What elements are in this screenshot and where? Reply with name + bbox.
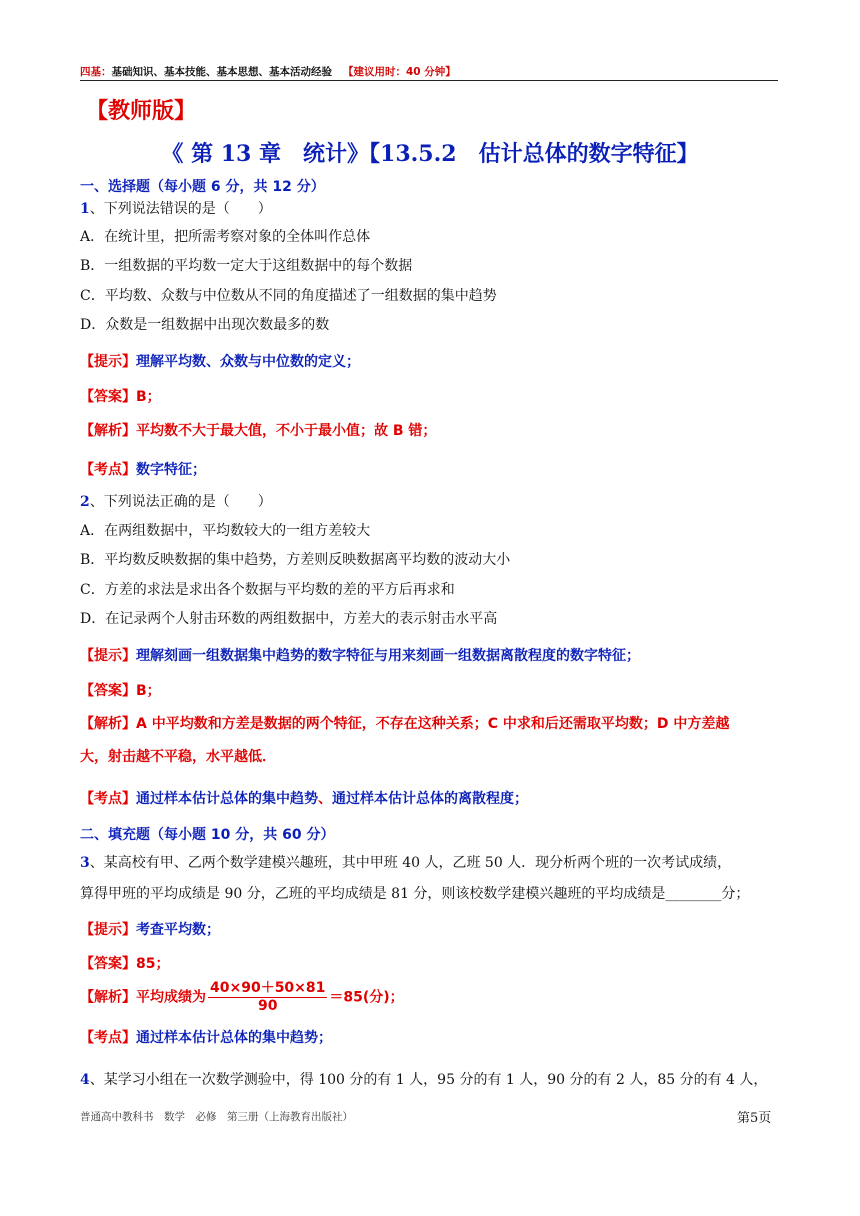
question-2-analysis [80,713,729,733]
question-number: 1 [80,201,90,217]
question-1-option-c: C．平均数、众数与中位数从不同的角度描述了一组数据的集中趋势 [80,288,497,304]
page-number: 第5页 [737,1111,772,1126]
hint-text: 理解刻画一组数据集中趋势的数字特征与用来刻画一组数据离散程度的数字特征； [136,648,640,664]
question-1-option-d: D．众数是一组数据中出现次数最多的数 [80,317,330,333]
fraction-denominator: 90 [257,998,278,1014]
point-separator: 、 [318,791,332,807]
section-heading-choice: 一、选择题（每小题 6 分，共 12 分） [80,179,325,195]
question-1-knowledge-point [80,459,206,479]
question-3-stem-line2: 算得甲班的平均成绩是 90 分，乙班的平均成绩是 81 分，则该校数学建模兴趣班的平均成绩是________分； [80,886,750,902]
header-prefix: 四基： [80,66,112,78]
question-3-knowledge-point [80,1027,332,1047]
answer-text: B； [136,389,161,405]
page-title: 《 第 13 章 统计》【13.5.2 估计总体的数字特征】 [161,141,699,167]
hint-label: 【提示】 [80,648,136,664]
analysis-label: 【解析】 [80,423,136,439]
point-label: 【考点】 [80,1030,136,1046]
header-rule [80,80,778,81]
point-text-a: 通过样本估计总体的集中趋势 [136,791,318,807]
answer-text: 85； [136,956,170,972]
question-3-answer [80,953,169,973]
point-label: 【考点】 [80,791,136,807]
question-2-knowledge-point [80,788,528,808]
question-2-option-a: A．在两组数据中，平均数较大的一组方差较大 [80,523,371,539]
hint-label: 【提示】 [80,354,136,370]
hint-text: 考查平均数； [136,922,220,938]
point-text: 数字特征； [136,462,206,478]
question-number: 2 [80,494,90,510]
question-4-stem-line1 [80,1069,767,1089]
analysis-label: 【解析】 [80,716,136,732]
analysis-text: A 中平均数和方差是数据的两个特征，不存在这种关系；C 中求和后还需取平均数；D 中方差越 [136,716,730,732]
question-1-stem [80,198,272,218]
fraction-numerator: 40×90＋50×81 [210,980,326,996]
teacher-edition-label: 【教师版】 [86,99,197,124]
question-2-stem [80,491,272,511]
header-time: 【建议用时：40 分钟】 [342,66,456,78]
question-2-option-d: D．在记录两个人射击环数的两组数据中，方差大的表示射击水平高 [80,611,498,627]
question-text: 、某高校有甲、乙两个数学建模兴趣班，其中甲班 40 人，乙班 50 人．现分析两个班的一次考试成绩， [89,855,732,871]
footer-book-info: 普通高中教科书 数学 必修 第三册（上海教育出版社） [80,1111,353,1123]
question-1-hint [80,351,360,371]
answer-label: 【答案】 [80,956,136,972]
section-heading-fill: 二、填充题（每小题 10 分，共 60 分） [80,827,335,843]
question-3-hint [80,919,220,939]
question-3-analysis [80,980,404,1015]
question-1-answer [80,386,161,406]
question-2-analysis-cont: 大，射击越不平稳，水平越低． [80,749,276,765]
analysis-text: 平均数不大于最大值，不小于最小值；故 B 错； [136,423,437,439]
question-text: 、下列说法错误的是（ ） [89,201,272,217]
hint-text: 理解平均数、众数与中位数的定义； [136,354,360,370]
point-label: 【考点】 [80,462,136,478]
question-2-option-b: B．平均数反映数据的集中趋势，方差则反映数据离平均数的波动大小 [80,552,511,568]
answer-label: 【答案】 [80,389,136,405]
question-number: 4 [80,1072,90,1088]
hint-label: 【提示】 [80,922,136,938]
question-2-answer [80,680,161,700]
fraction [208,980,327,1015]
question-number: 3 [80,855,90,871]
point-text: 通过样本估计总体的集中趋势； [136,1030,332,1046]
question-1-option-b: B．一组数据的平均数一定大于这组数据中的每个数据 [80,258,413,274]
question-1-analysis [80,420,436,440]
question-3-stem-line1 [80,852,731,872]
header-items: 基础知识、基本技能、基本思想、基本活动经验 [111,66,332,78]
question-text: 、下列说法正确的是（ ） [89,494,272,510]
point-text-b: 通过样本估计总体的离散程度； [332,791,528,807]
answer-text: B； [136,683,161,699]
question-text: 、某学习小组在一次数学测验中，得 100 分的有 1 人，95 分的有 1 人，90 分的有 2 人，85 分的有 4 人， [89,1072,768,1088]
question-2-hint [80,645,640,665]
question-1-option-a: A．在统计里，把所需考察对象的全体叫作总体 [80,229,371,245]
analysis-label: 【解析】 [80,989,136,1006]
analysis-result: ＝85(分)； [329,989,404,1006]
answer-label: 【答案】 [80,683,136,699]
question-2-option-c: C．方差的求法是求出各个数据与平均数的差的平方后再求和 [80,582,455,598]
analysis-prefix: 平均成绩为 [136,989,206,1006]
page-header [80,64,456,79]
